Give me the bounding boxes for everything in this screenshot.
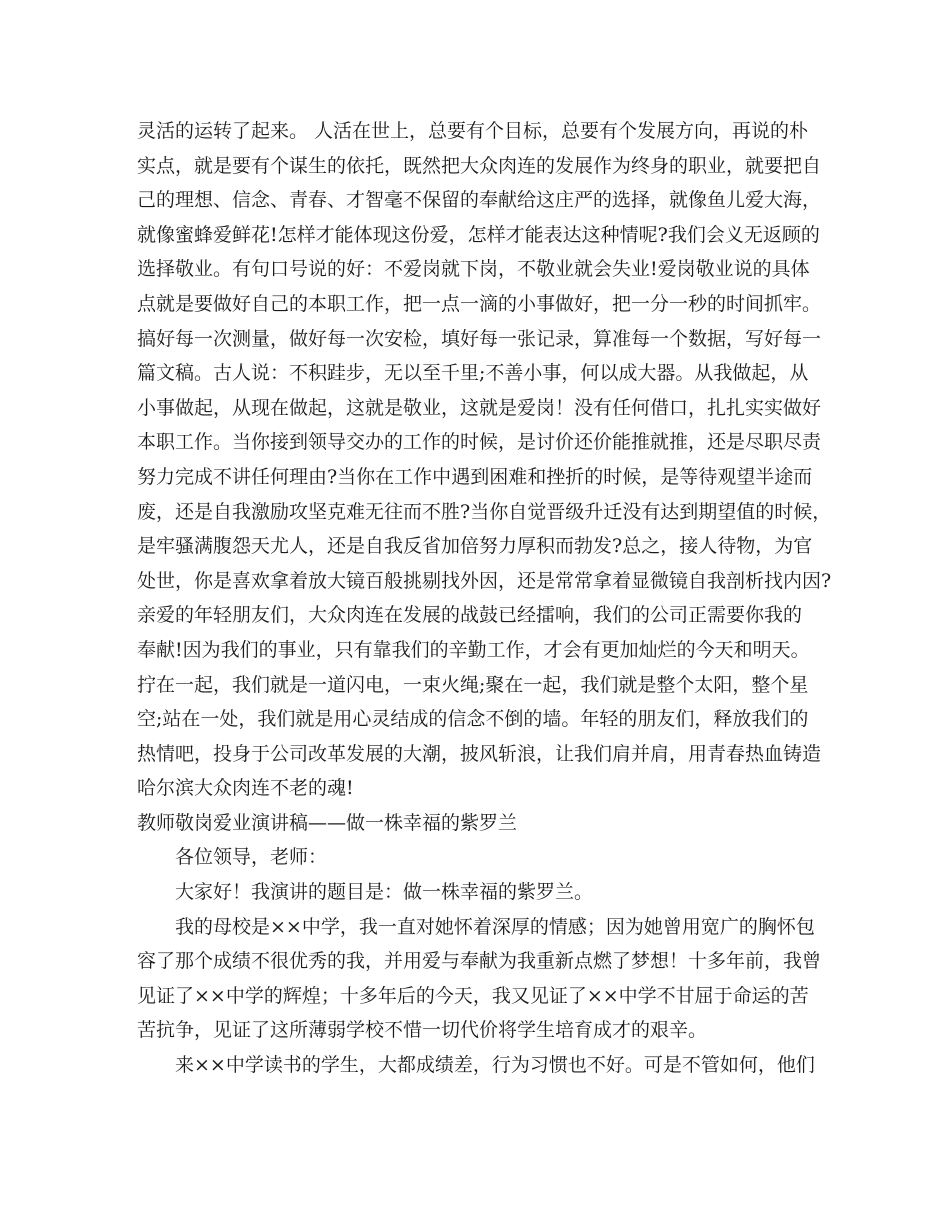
text-line: 努力完成不讲任何理由?当你在工作中遇到困难和挫折的时候，是等待观望半途而	[137, 465, 813, 488]
text-line: 空;站在一处，我们就是用心灵结成的信念不倒的墙。年轻的朋友们，释放我们的	[137, 708, 809, 731]
text-line: 小事做起，从现在做起，这就是敬业，这就是爱岗！没有任何借口，扎扎实实做好	[137, 396, 822, 419]
text-line: 苦抗争，见证了这所薄弱学校不惜一切代价将学生培育成才的艰辛。	[137, 1019, 708, 1042]
text-line: 拧在一起，我们就是一道闪电，一束火绳;聚在一起，我们就是整个太阳，整个星	[137, 673, 809, 696]
text-line: 就像蜜蜂爱鲜花!怎样才能体现这份爱，怎样才能表达这种情呢?我们会义无返顾的	[137, 223, 820, 246]
text-line: 容了那个成绩不很优秀的我，并用爱与奉献为我重新点燃了梦想！十多年前，我曾	[137, 950, 822, 973]
text-line: 来××中学读书的学生，大都成绩差，行为习惯也不好。可是不管如何，他们	[175, 1054, 815, 1077]
text-line: 大家好！我演讲的题目是：做一株幸福的紫罗兰。	[175, 881, 594, 904]
text-line: 热情吧，投身于公司改革发展的大潮，披风斩浪，让我们肩并肩，用青春热血铸造	[137, 742, 822, 765]
text-line: 处世，你是喜欢拿着放大镜百般挑剔找外因，还是常常拿着显微镜自我剖析找内因?	[137, 569, 832, 592]
text-line: 见证了××中学的辉煌；十多年后的今天，我又见证了××中学不甘屈于命运的苦	[137, 984, 809, 1007]
text-line: 教师敬岗爱业演讲稿——做一株幸福的紫罗兰	[137, 811, 518, 834]
text-line: 选择敬业。有句口号说的好：不爱岗就下岗，不敬业就会失业!爱岗敬业说的具体	[137, 258, 810, 281]
text-line: 废，还是自我激励攻坚克难无往而不胜?当你自觉晋级升迁没有达到期望值的时候，	[137, 500, 832, 523]
text-line: 是牢骚满腹怨天尤人，还是自我反省加倍努力厚积而勃发?总之，接人待物，为官	[137, 535, 813, 558]
text-line: 本职工作。当你接到领导交办的工作的时候，是讨价还价能推就推，还是尽职尽责	[137, 431, 822, 454]
text-line: 哈尔滨大众肉连不老的魂!	[137, 777, 354, 800]
text-line: 己的理想、信念、青春、才智毫不保留的奉献给这庄严的选择，就像鱼儿爱大海，	[137, 189, 822, 212]
text-line: 实点，就是要有个谋生的依托，既然把大众肉连的发展作为终身的职业，就要把自	[137, 154, 822, 177]
text-line: 搞好每一次测量，做好每一次安检，填好每一张记录，算准每一个数据，写好每一	[137, 327, 822, 350]
text-line: 亲爱的年轻朋友们，大众肉连在发展的战鼓已经擂响，我们的公司正需要你我的	[137, 604, 803, 627]
text-line: 各位领导，老师：	[175, 846, 328, 869]
text-line: 篇文稿。古人说：不积跬步，无以至千里;不善小事，何以成大器。从我做起，从	[137, 362, 809, 385]
text-line: 我的母校是××中学，我一直对她怀着深厚的情感；因为她曾用宽广的胸怀包	[175, 915, 815, 938]
text-line: 点就是要做好自己的本职工作，把一点一滴的小事做好，把一分一秒的时间抓牢。	[137, 292, 822, 315]
text-line: 灵活的运转了起来。 人活在世上，总要有个目标，总要有个发展方向，再说的朴	[137, 120, 809, 142]
text-line: 奉献!因为我们的事业，只有靠我们的辛勤工作，才会有更加灿烂的今天和明天。	[137, 638, 810, 661]
document-body	[137, 114, 832, 1083]
